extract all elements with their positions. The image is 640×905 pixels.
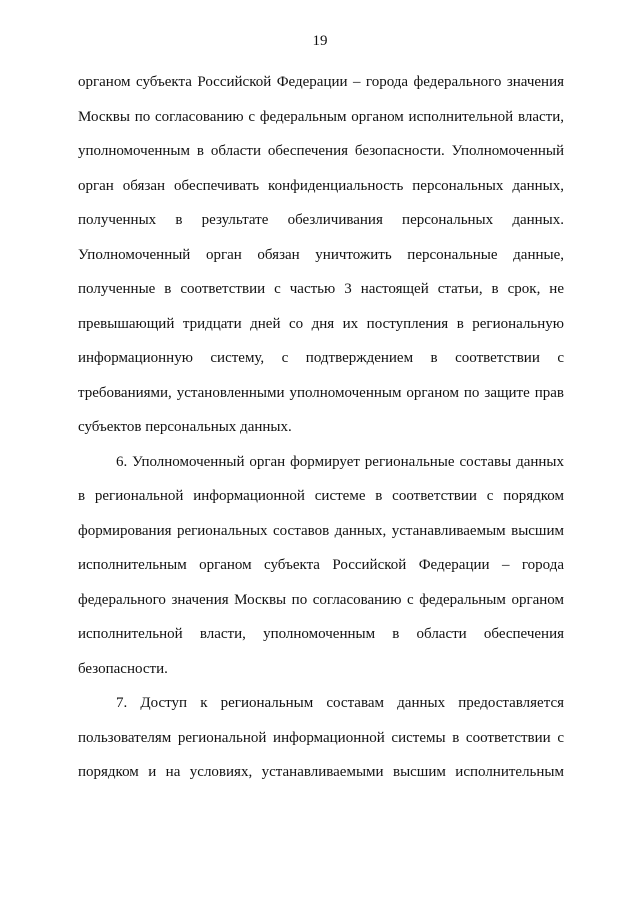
paragraph-item-6 [78,452,564,694]
text-line-first: 7. Доступ к региональным составам данных предоставляется [116,695,564,711]
text-line: органом субъекта Российской Федерации – города федерального значения [78,74,564,90]
paragraph-item-7 [78,693,564,797]
text-line: уполномоченным в области обеспечения безопасности. Уполномоченный [78,143,564,159]
text-line: орган обязан обеспечивать конфиденциальность персональных данных, [78,177,564,194]
text-line-last: безопасности. [78,660,168,677]
text-line: порядком и на условиях, устанавливаемыми высшим исполнительным [78,764,564,780]
text-line: превышающий тридцати дней со дня их поступления в региональную [78,315,564,332]
text-line: Уполномоченный орган обязан уничтожить персональные данные, [78,246,564,263]
text-line: федерального значения Москвы по согласованию с федеральным органом [78,591,564,608]
text-line: исполнительным органом субъекта Российской Федерации – города [78,557,564,573]
text-line: полученных в результате обезличивания персональных данных. [78,212,564,228]
text-line: в региональной информационной системе в соответствии с порядком [78,488,564,504]
text-line: Москвы по согласованию с федеральным органом исполнительной власти, [78,108,564,125]
document-body [78,72,564,797]
text-line: информационную систему, с подтверждением в соответствии с [78,350,564,366]
text-line: требованиями, установленными уполномоченным органом по защите прав [78,384,564,401]
text-line: полученные в соответствии с частью 3 настоящей статьи, в срок, не [78,281,564,297]
text-line: исполнительной власти, уполномоченным в области обеспечения [78,626,564,642]
page-number: 19 [312,33,328,49]
text-line-first: 6. Уполномоченный орган формирует региональные составы данных [116,453,564,470]
text-line-last: субъектов персональных данных. [78,419,292,435]
paragraph-continuation [78,72,564,452]
text-line: пользователям региональной информационной системы в соответствии с [78,729,564,746]
text-line: формирования региональных составов данных, устанавливаемым высшим [78,522,564,539]
